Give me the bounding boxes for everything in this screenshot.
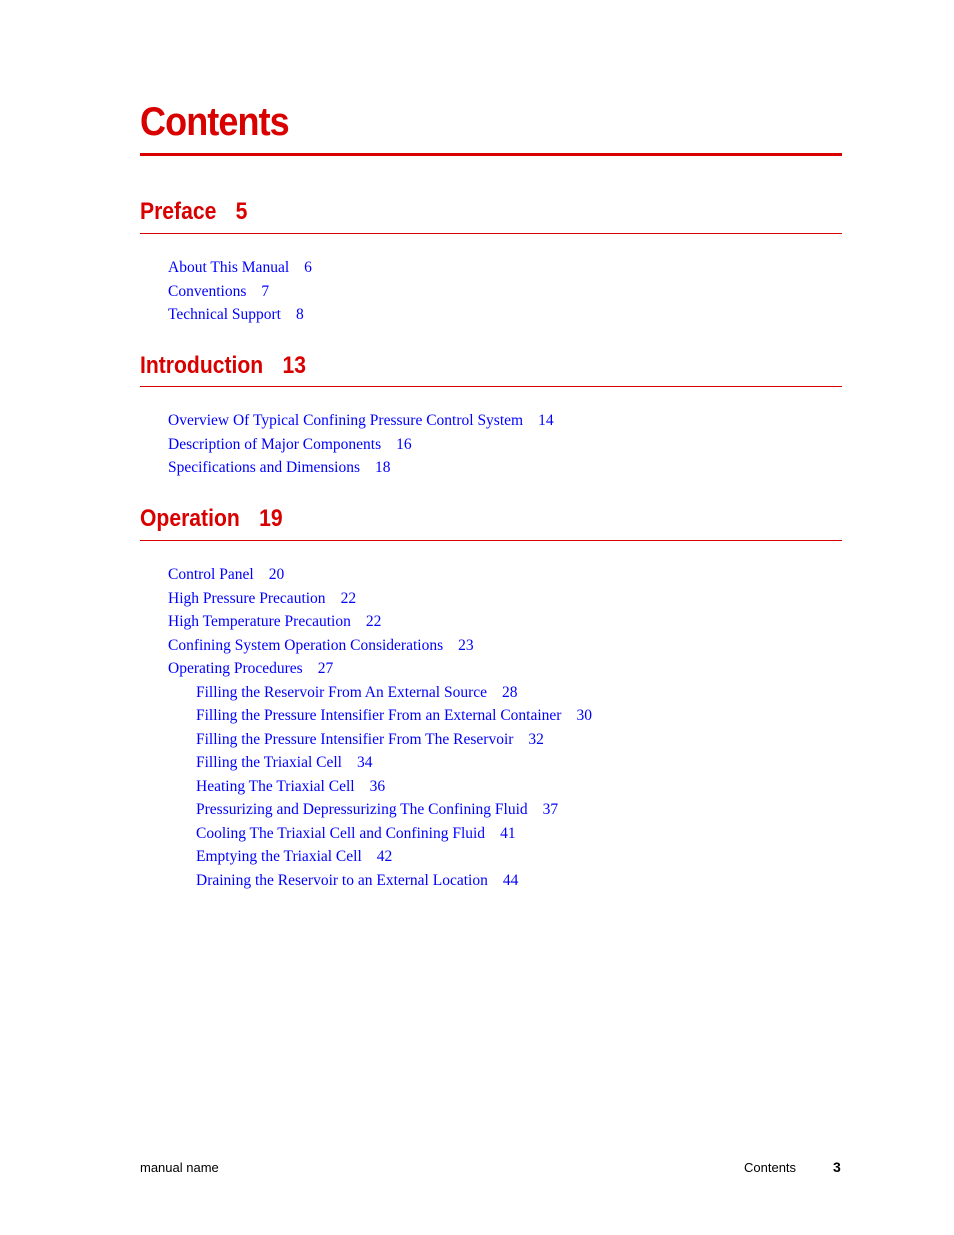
toc-section-preface xyxy=(140,196,842,323)
toc-entry-label: Control Panel xyxy=(168,566,254,583)
toc-entry-page: 32 xyxy=(528,730,544,748)
toc-entry[interactable] xyxy=(140,303,312,327)
toc-entry-label: Filling the Pressure Intensifier From an External Container xyxy=(196,707,562,724)
toc-entry[interactable] xyxy=(140,610,592,634)
toc-entry-page: 7 xyxy=(261,282,270,300)
toc-entry-label: Filling the Pressure Intensifier From The Reservoir xyxy=(196,730,514,748)
toc-entry-label: Heating The Triaxial Cell xyxy=(196,777,355,795)
toc-entry-label: Confining System Operation Considerations xyxy=(168,636,444,654)
toc-entry-page: 23 xyxy=(458,636,474,654)
toc-entry-label: Technical Support xyxy=(168,306,281,323)
toc-entry[interactable] xyxy=(140,409,554,433)
toc-entry-list xyxy=(140,563,592,892)
section-heading[interactable] xyxy=(140,350,758,382)
toc-entry-label: Filling the Triaxial Cell xyxy=(196,754,342,771)
toc-entry-page: 22 xyxy=(365,613,382,630)
toc-subentry[interactable] xyxy=(140,681,592,705)
toc-entry-label: Filling the Reservoir From An External Source xyxy=(196,683,488,701)
toc-entry-label: Specifications and Dimensions xyxy=(168,459,360,476)
title-rule xyxy=(140,153,842,156)
toc-entry-label: Conventions xyxy=(168,282,247,300)
section-title: Operation xyxy=(140,505,240,532)
toc-entry-page: 20 xyxy=(268,566,285,583)
toc-entry[interactable] xyxy=(140,563,592,587)
section-rule xyxy=(140,386,842,387)
toc-entry-label: High Pressure Precaution xyxy=(168,589,326,607)
toc-entry[interactable] xyxy=(140,433,554,457)
footer-page-number: 3 xyxy=(833,1159,841,1175)
toc-entry-page: 41 xyxy=(500,824,516,842)
toc-subentry[interactable] xyxy=(140,822,592,846)
page-title: Contents xyxy=(140,100,289,144)
toc-subentry[interactable] xyxy=(140,751,592,775)
toc-section-introduction xyxy=(140,350,842,476)
toc-entry-label: Operating Procedures xyxy=(168,660,303,677)
toc-entry-page: 14 xyxy=(538,412,554,429)
toc-entry-page: 8 xyxy=(295,306,304,323)
toc-entry-page: 27 xyxy=(317,660,334,677)
toc-subentry[interactable] xyxy=(140,845,592,869)
toc-entry-label: Pressurizing and Depressurizing The Confining Fluid xyxy=(196,801,528,818)
toc-entry-page: 28 xyxy=(502,683,518,701)
toc-entry-list xyxy=(140,409,554,480)
toc-entry-label: High Temperature Precaution xyxy=(168,613,351,630)
toc-section-operation xyxy=(140,503,842,889)
toc-entry[interactable] xyxy=(140,634,592,658)
toc-entry-page: 34 xyxy=(356,754,373,771)
toc-entry[interactable] xyxy=(140,657,592,681)
toc-entry-label: Emptying the Triaxial Cell xyxy=(196,848,362,865)
toc-subentry[interactable] xyxy=(140,798,592,822)
toc-entry-page: 36 xyxy=(369,777,386,795)
toc-entry-label: About This Manual xyxy=(168,259,290,276)
toc-entry[interactable] xyxy=(140,456,554,480)
toc-entry-page: 30 xyxy=(576,707,592,724)
section-title: Preface xyxy=(140,198,217,225)
toc-subentry[interactable] xyxy=(140,704,592,728)
section-rule xyxy=(140,233,842,234)
section-page-number: 5 xyxy=(235,198,248,225)
toc-entry-page: 37 xyxy=(542,801,559,818)
toc-entry-label: Overview Of Typical Confining Pressure Control System xyxy=(168,412,524,429)
toc-entry-page: 6 xyxy=(304,259,312,276)
toc-entry-list xyxy=(140,256,312,327)
section-page-number: 13 xyxy=(282,352,307,379)
toc-subentry[interactable] xyxy=(140,869,592,893)
toc-entry-label: Draining the Reservoir to an External Location xyxy=(196,871,488,889)
toc-subentry[interactable] xyxy=(140,775,592,799)
toc-entry[interactable] xyxy=(140,280,312,304)
toc-entry[interactable] xyxy=(140,587,592,611)
toc-entry-page: 18 xyxy=(375,459,391,476)
toc-subentry[interactable] xyxy=(140,728,592,752)
section-heading[interactable] xyxy=(140,503,758,535)
toc-entry-page: 16 xyxy=(396,435,412,453)
section-page-number: 19 xyxy=(259,505,283,532)
section-rule xyxy=(140,540,842,541)
toc-entry-page: 44 xyxy=(502,871,519,889)
toc-entry-label: Cooling The Triaxial Cell and Confining Fluid xyxy=(196,824,486,842)
toc-entry-page: 22 xyxy=(340,589,357,607)
toc-entry-page: 42 xyxy=(376,848,393,865)
toc-entry-label: Description of Major Components xyxy=(168,435,382,453)
section-heading[interactable] xyxy=(140,196,758,228)
section-title: Introduction xyxy=(140,352,264,379)
toc-entry[interactable] xyxy=(140,256,312,280)
footer-manual-name: manual name xyxy=(140,1160,219,1175)
footer-chapter: Contents xyxy=(744,1160,797,1175)
